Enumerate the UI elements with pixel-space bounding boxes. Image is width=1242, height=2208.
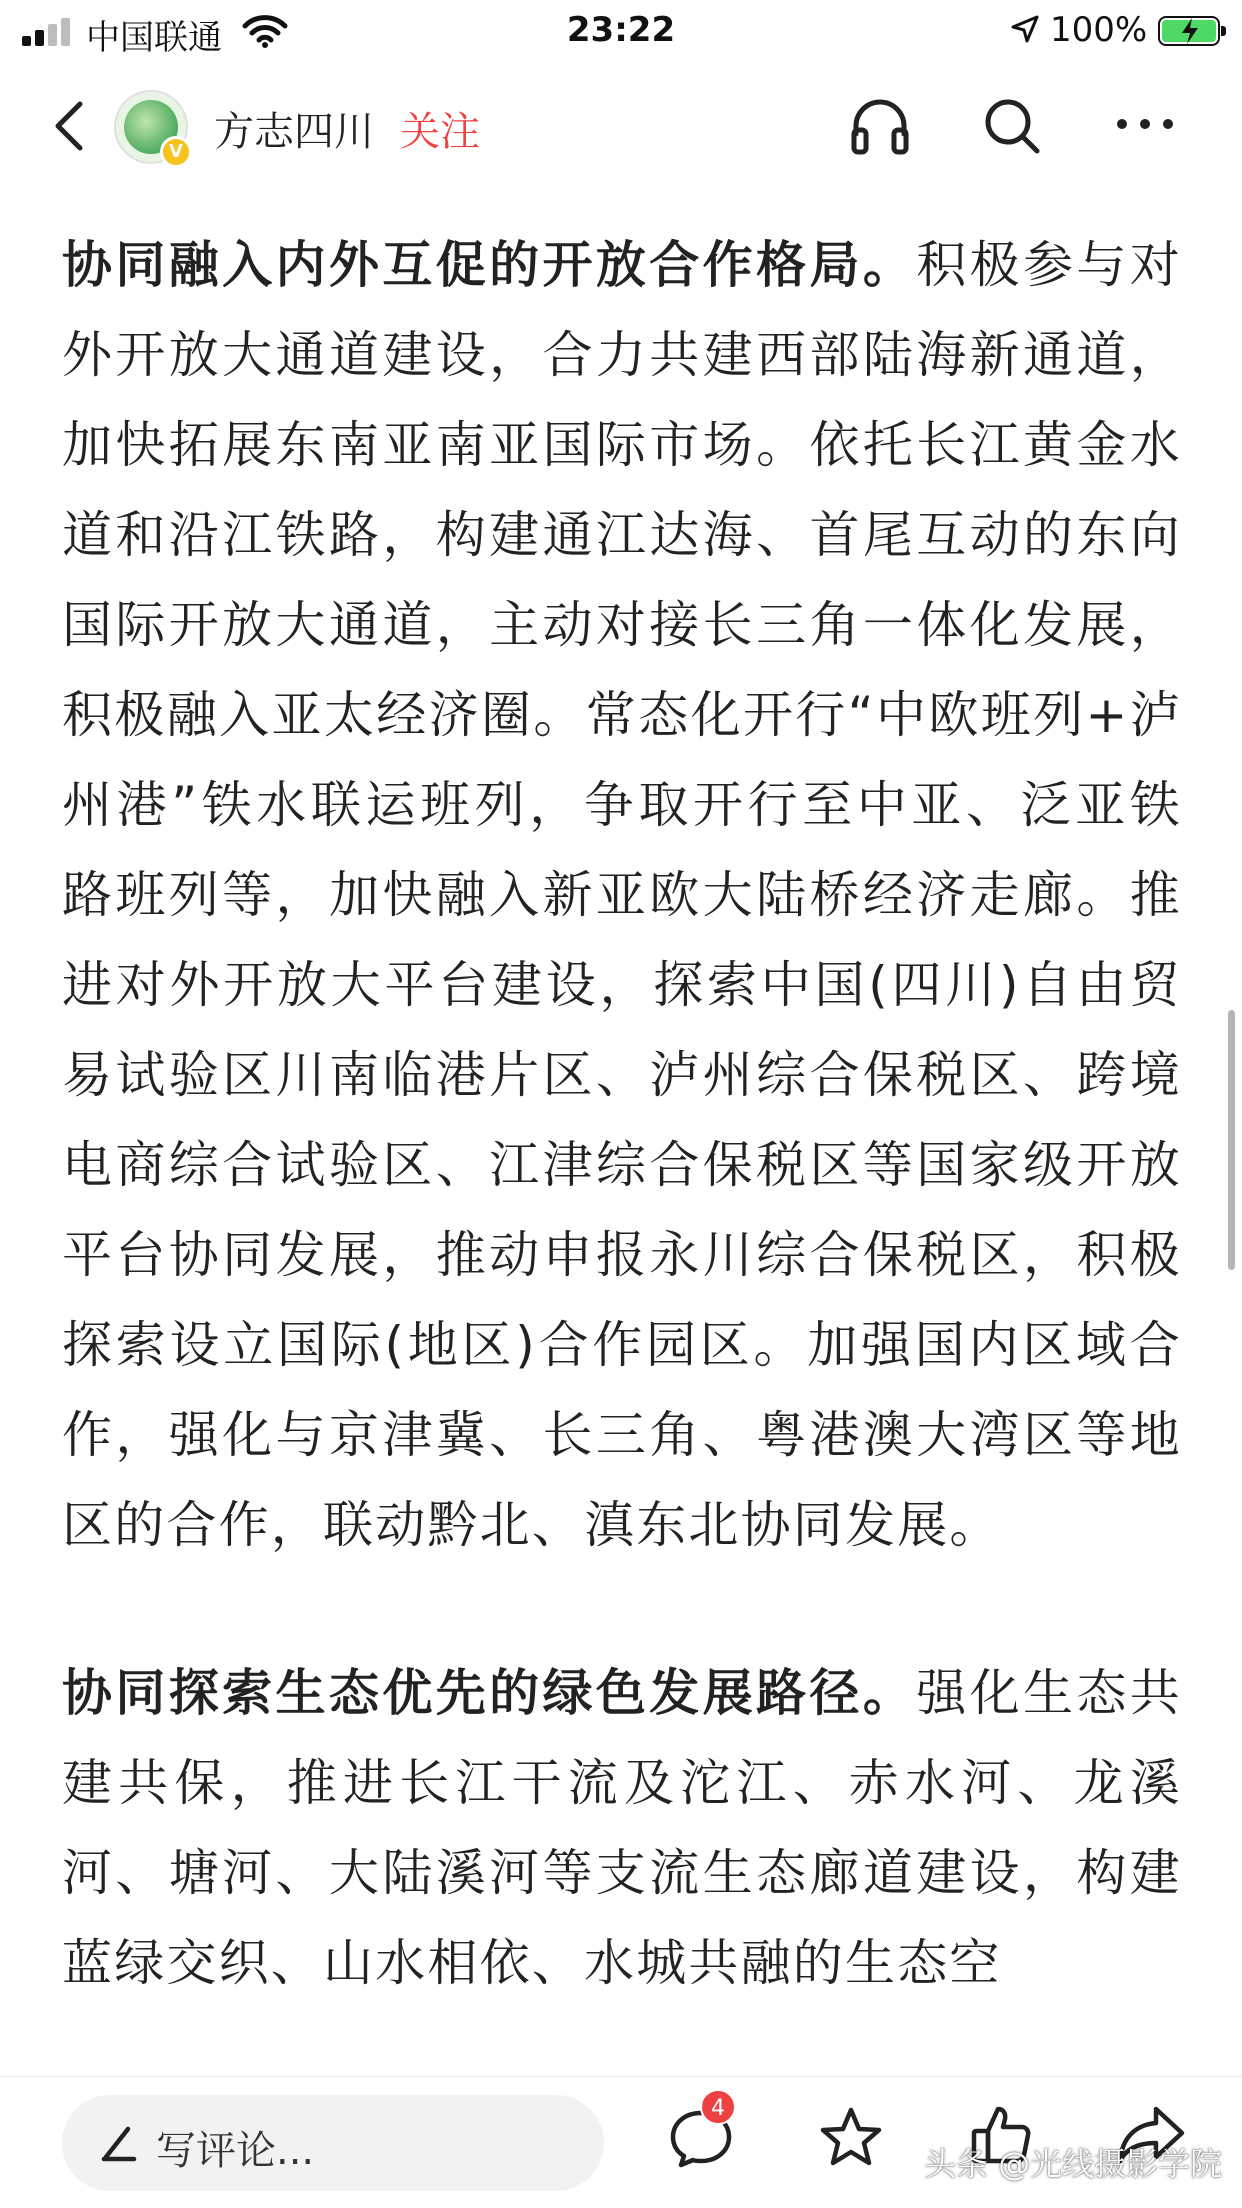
headphone-icon[interactable] [848,94,912,158]
more-options-icon[interactable] [1114,114,1176,134]
pen-icon [98,2123,138,2163]
comment-count-badge: 4 [700,2089,736,2125]
article-paragraph [62,220,1182,1570]
comment-placeholder: 写评论... [156,2128,315,2174]
like-thumb-icon[interactable] [968,2101,1034,2167]
share-icon[interactable] [1114,2101,1188,2167]
bottom-action-bar [0,2076,1242,2208]
carrier-name: 中国联通 [86,18,222,58]
status-bar [0,0,1242,62]
paragraph-text: 强化生态共建共保，推进长江干流及沱江、赤水河、龙溪河、塘河、大陆溪河等支流生态廊道建设，构建蓝绿交织、山水相依、水城共融的生态空 [62,1664,1183,1992]
nav-bar [0,62,1242,192]
battery-icon [1158,16,1220,46]
paragraph-heading: 协同融入内外互促的开放合作格局。 [62,236,917,294]
location-arrow-icon [1010,14,1040,44]
watermark: 头条 @光线摄影学院 [924,2145,1223,2183]
follow-button[interactable]: 关注 [400,109,480,155]
verified-badge: V [160,136,192,168]
article-paragraph [62,1648,1182,2008]
scrollbar[interactable] [1228,1010,1235,1270]
paragraph-heading: 协同探索生态优先的绿色发展路径。 [62,1664,917,1722]
search-icon[interactable] [980,94,1044,158]
article-body [62,220,1182,2008]
battery-percent: 100% [1050,10,1148,50]
channel-avatar[interactable] [114,90,188,164]
comment-input[interactable] [62,2095,604,2191]
status-time: 23:22 [566,10,676,50]
favorite-star-icon[interactable] [818,2105,884,2171]
back-arrow-icon[interactable] [50,98,90,154]
paragraph-text: 积极参与对外开放大通道建设，合力共建西部陆海新通道，加快拓展东南亚南亚国际市场。依托长江黄金水道和沿江铁路，构建通江达海、首尾互动的东向国际开放大通道，主动对接长三角一体化发展，积极融入亚太经济圈。常态化开行“中欧班列+泸州港”铁水联运班列，争取开行至中亚、泛亚铁路班列等，加快融入新亚欧大陆桥经济走廊。推进对外开放大平台建设，探索中国(四川)自由贸易试验区川南临港片区、泸州综合保税区、跨境电商综合试验区、江津综合保税区等国家级开放平台协同发展，推动申报永川综合保税区，积极探索设立国际(地区)合作园区。加强国内区域合作，强化与京津冀、长三角、粤港澳大湾区等地区的合作，联动黔北、滇东北协同发展。 [62,236,1183,1554]
channel-name[interactable]: 方志四川 [214,109,374,155]
